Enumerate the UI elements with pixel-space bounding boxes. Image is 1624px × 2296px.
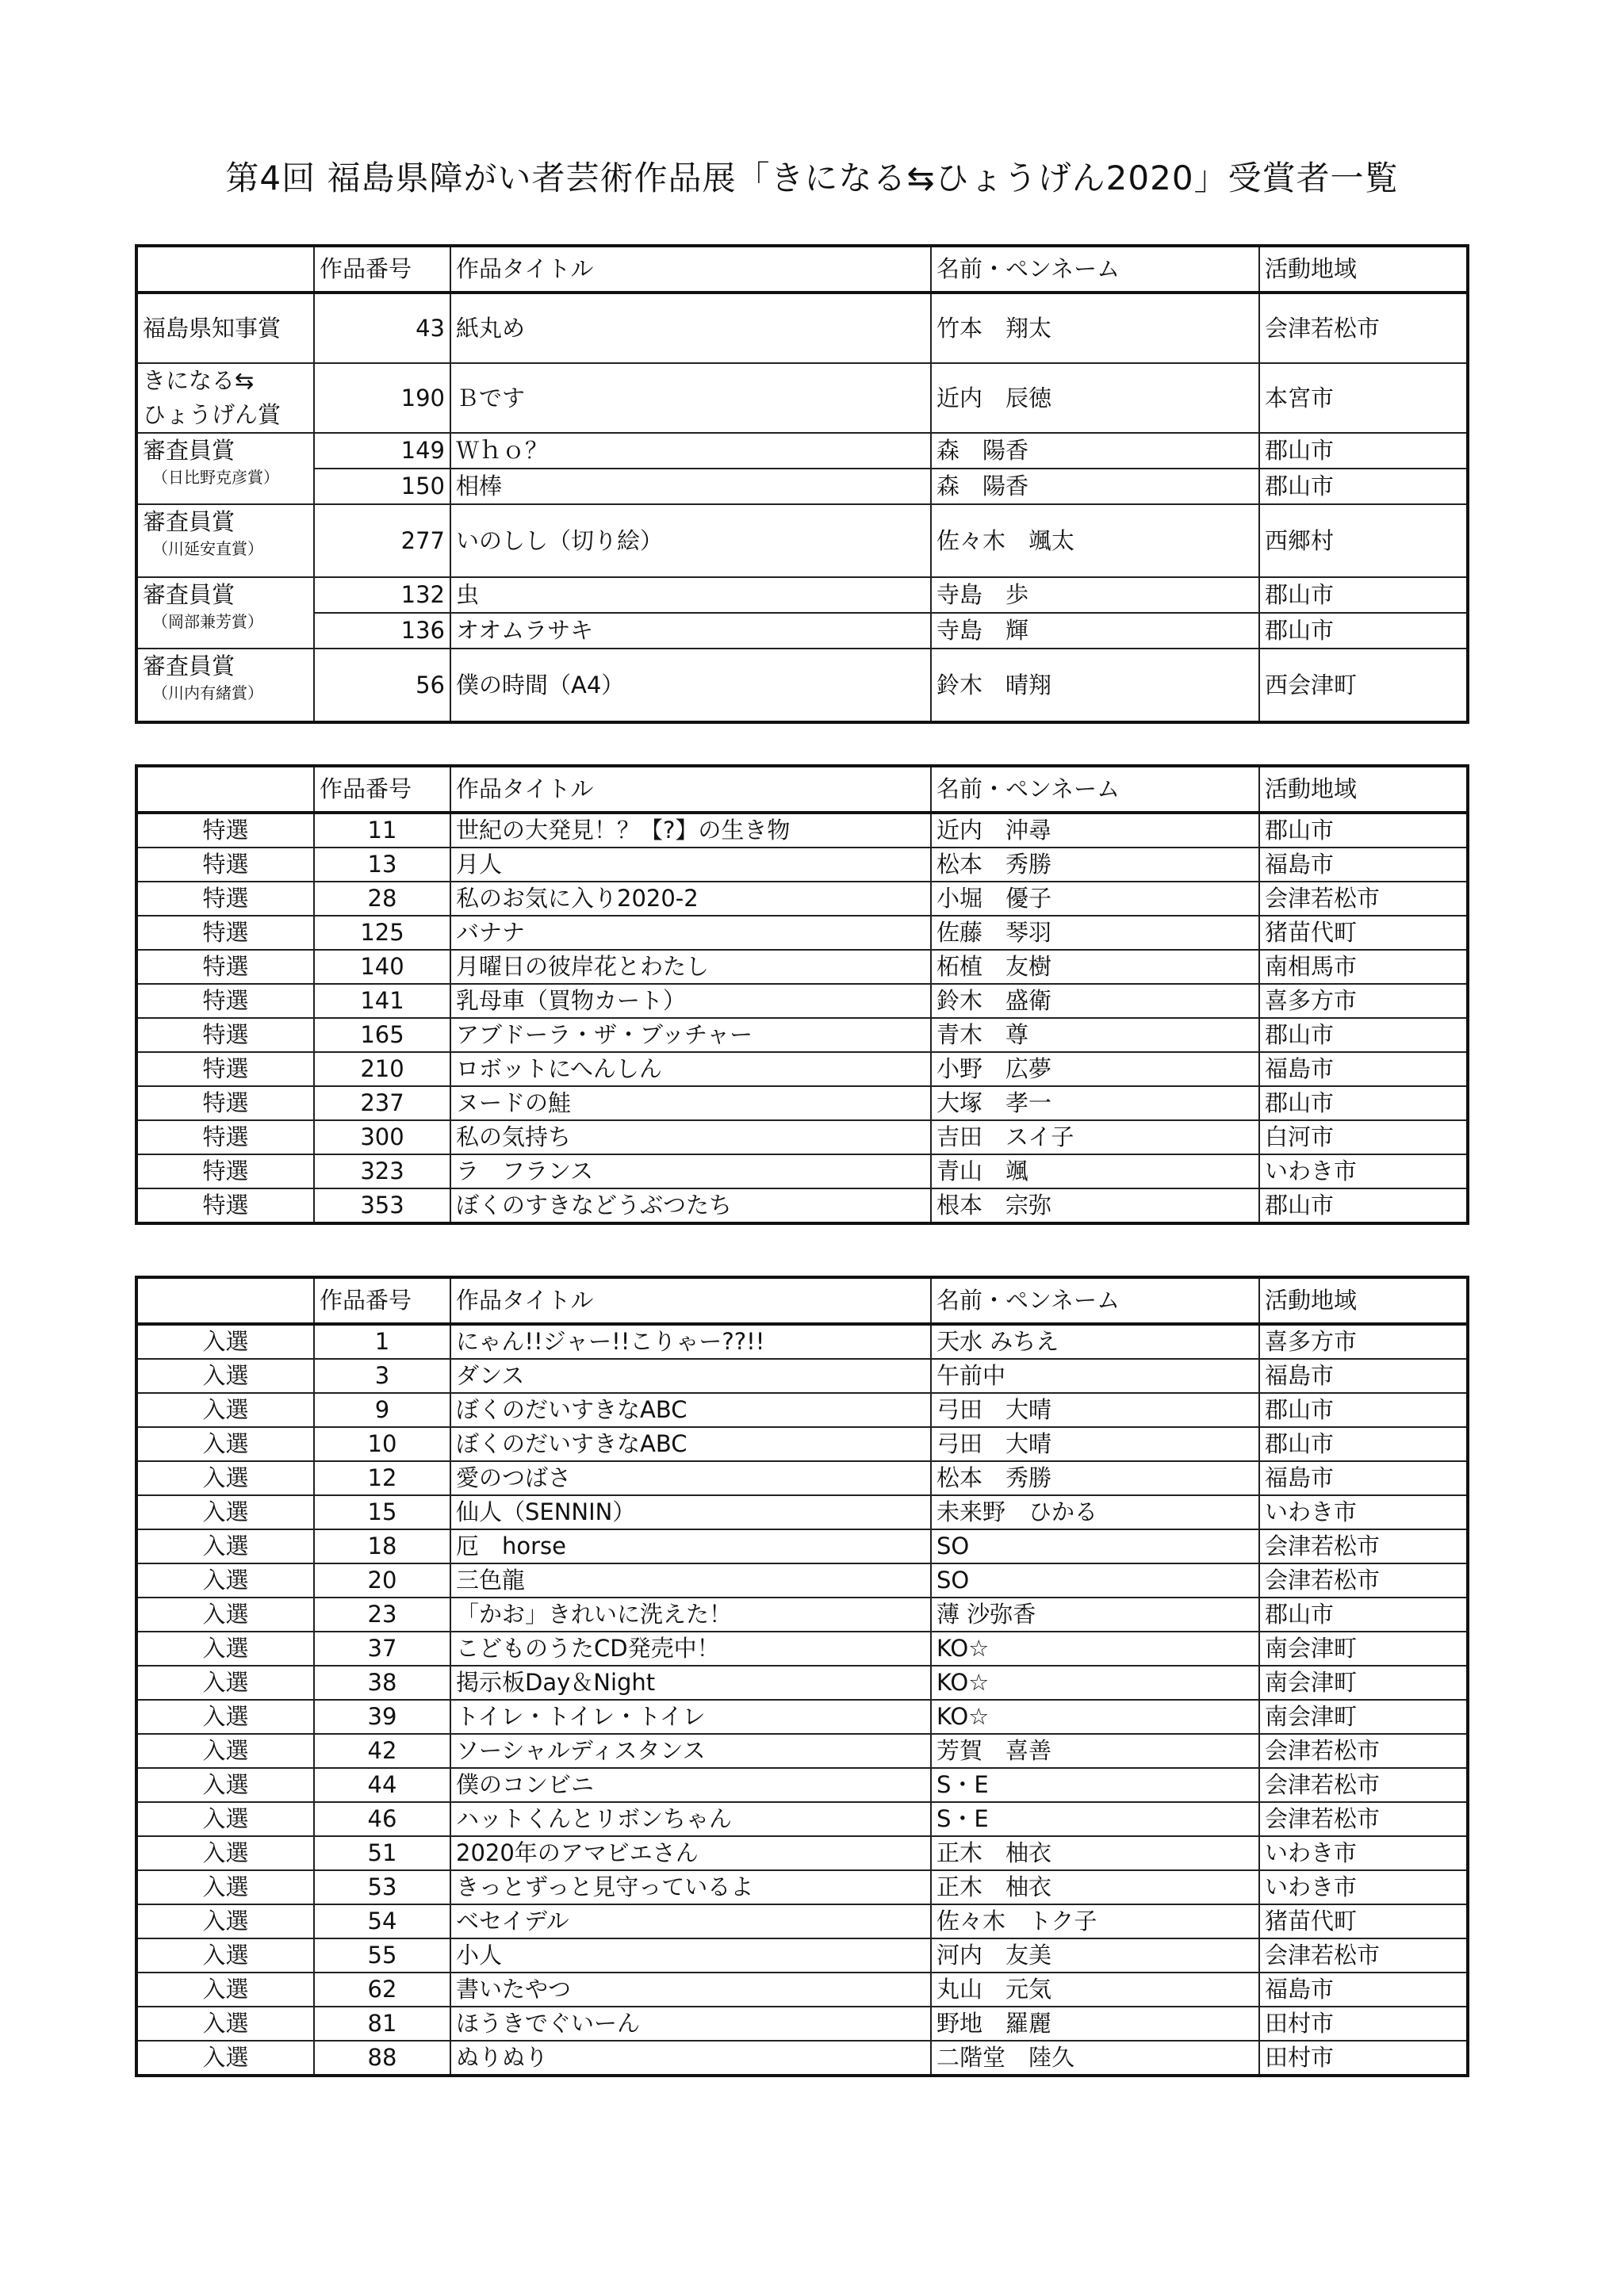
award-label: 入選 (136, 1904, 314, 1938)
table-row (136, 1632, 1468, 1666)
work-title: オオムラサキ (450, 613, 931, 649)
work-title: トイレ・トイレ・トイレ (450, 1700, 931, 1734)
region: 田村市 (1259, 2007, 1468, 2041)
region: 郡山市 (1259, 1598, 1468, 1632)
table-row (136, 363, 1468, 433)
header-no: 作品番号 (314, 766, 450, 813)
table-row (136, 649, 1468, 722)
work-no: 81 (314, 2007, 450, 2041)
region: 西郷村 (1259, 504, 1468, 577)
award-label: 入選 (136, 1598, 314, 1632)
region: 猪苗代町 (1259, 916, 1468, 950)
award-sub: （川延安直賞） (152, 538, 263, 558)
work-title: 掲示板Day＆Night (450, 1666, 931, 1700)
region: 南相馬市 (1259, 950, 1468, 984)
work-no: 56 (314, 649, 450, 722)
table-row (136, 1870, 1468, 1904)
region: 郡山市 (1259, 1086, 1468, 1120)
work-title: 「かお」きれいに洗えた！ (450, 1598, 931, 1632)
region: いわき市 (1259, 1836, 1468, 1870)
work-title: ソーシャルディスタンス (450, 1734, 931, 1768)
region: いわき市 (1259, 1495, 1468, 1529)
award-label: 入選 (136, 2041, 314, 2076)
artist-name: 森 陽香 (931, 469, 1259, 504)
work-no: 42 (314, 1734, 450, 1768)
region: 喜多方市 (1259, 1324, 1468, 1359)
award-label: 入選 (136, 1461, 314, 1495)
artist-name: SO (931, 1529, 1259, 1563)
region: 南会津町 (1259, 1700, 1468, 1734)
work-title: ぼくのすきなどうぶつたち (450, 1188, 931, 1223)
work-title: きっとずっと見守っているよ (450, 1870, 931, 1904)
award-name: 審査員賞 (143, 437, 236, 464)
region: 猪苗代町 (1259, 1904, 1468, 1938)
award-label: 福島県知事賞 (136, 293, 314, 363)
table-row (136, 1052, 1468, 1086)
award-label: 入選 (136, 2007, 314, 2041)
work-no: 125 (314, 916, 450, 950)
work-title: 世紀の大発見！？【?】の生き物 (450, 813, 931, 848)
artist-name: KO☆ (931, 1700, 1259, 1734)
table-row (136, 1188, 1468, 1223)
award-label (136, 504, 314, 577)
artist-name: 弓田 大晴 (931, 1427, 1259, 1461)
work-title: 愛のつばさ (450, 1461, 931, 1495)
award-label: 入選 (136, 1393, 314, 1427)
table-row (136, 1427, 1468, 1461)
work-title: 乳母車（買物カート） (450, 984, 931, 1018)
region: 郡山市 (1259, 1018, 1468, 1052)
award-name: 審査員賞 (143, 652, 236, 679)
work-no: 54 (314, 1904, 450, 1938)
work-title: ヌードの鮭 (450, 1086, 931, 1120)
header-region: 活動地域 (1259, 246, 1468, 293)
table-row (136, 1836, 1468, 1870)
work-title: 僕のコンビニ (450, 1768, 931, 1802)
award-label: 入選 (136, 1836, 314, 1870)
artist-name: 佐々木 颯太 (931, 504, 1259, 577)
work-title: 小人 (450, 1938, 931, 1973)
work-no: 353 (314, 1188, 450, 1223)
work-no: 323 (314, 1154, 450, 1188)
table-row (136, 1359, 1468, 1393)
artist-name: 近内 沖尋 (931, 813, 1259, 848)
region: 郡山市 (1259, 433, 1468, 469)
region: 会津若松市 (1259, 1529, 1468, 1563)
artist-name: 芳賀 喜善 (931, 1734, 1259, 1768)
work-title: いのしし（切り絵） (450, 504, 931, 577)
artist-name: 森 陽香 (931, 433, 1259, 469)
artist-name: 寺島 輝 (931, 613, 1259, 649)
award-label: 特選 (136, 1018, 314, 1052)
artist-name: 根本 宗弥 (931, 1188, 1259, 1223)
region: 会津若松市 (1259, 1802, 1468, 1836)
award-label: 入選 (136, 1973, 314, 2007)
work-no: 10 (314, 1427, 450, 1461)
region: 本宮市 (1259, 363, 1468, 433)
artist-name: 寺島 歩 (931, 577, 1259, 613)
region: 福島市 (1259, 848, 1468, 882)
work-no: 44 (314, 1768, 450, 1802)
region: いわき市 (1259, 1154, 1468, 1188)
artist-name: 大塚 孝一 (931, 1086, 1259, 1120)
artist-name: SO (931, 1563, 1259, 1598)
work-no: 277 (314, 504, 450, 577)
artist-name: 河内 友美 (931, 1938, 1259, 1973)
artist-name: 佐藤 琴羽 (931, 916, 1259, 950)
region: 会津若松市 (1259, 1563, 1468, 1598)
region: 福島市 (1259, 1359, 1468, 1393)
work-title: ぼくのだいすきなABC (450, 1427, 931, 1461)
artist-name: 竹本 翔太 (931, 293, 1259, 363)
work-no: 38 (314, 1666, 450, 1700)
award-label: 入選 (136, 1700, 314, 1734)
header-title: 作品タイトル (450, 246, 931, 293)
table-row (136, 433, 1468, 469)
artist-name: S・E (931, 1768, 1259, 1802)
artist-name: 松本 秀勝 (931, 848, 1259, 882)
work-title: Ｗｈｏ？ (450, 433, 931, 469)
table-row (136, 813, 1468, 848)
special-awards-table (135, 244, 1469, 724)
region: 郡山市 (1259, 469, 1468, 504)
table-row (136, 882, 1468, 916)
work-no: 190 (314, 363, 450, 433)
award-sub: （日比野克彦賞） (152, 467, 279, 487)
work-no: 15 (314, 1495, 450, 1529)
artist-name: KO☆ (931, 1632, 1259, 1666)
table-row (136, 848, 1468, 882)
artist-name: 青木 尊 (931, 1018, 1259, 1052)
work-title: 私の気持ち (450, 1120, 931, 1154)
award-label: 入選 (136, 1870, 314, 1904)
work-title: 2020年のアマビエさん (450, 1836, 931, 1870)
award-sub: （岡部兼芳賞） (152, 611, 263, 631)
award-label: 特選 (136, 916, 314, 950)
work-title: 月曜日の彼岸花とわたし (450, 950, 931, 984)
artist-name: 小堀 優子 (931, 882, 1259, 916)
table-row (136, 1802, 1468, 1836)
work-title: Ｂです (450, 363, 931, 433)
region: 福島市 (1259, 1973, 1468, 2007)
work-no: 140 (314, 950, 450, 984)
header-name: 名前・ペンネーム (931, 246, 1259, 293)
work-no: 165 (314, 1018, 450, 1052)
region: 福島市 (1259, 1052, 1468, 1086)
work-no: 237 (314, 1086, 450, 1120)
nyusen-table (135, 1276, 1469, 2077)
work-title: 相棒 (450, 469, 931, 504)
region: 郡山市 (1259, 613, 1468, 649)
region: 西会津町 (1259, 649, 1468, 722)
work-title: ダンス (450, 1359, 931, 1393)
header-region: 活動地域 (1259, 766, 1468, 813)
artist-name: 佐々木 トク子 (931, 1904, 1259, 1938)
award-label: 特選 (136, 882, 314, 916)
work-no: 88 (314, 2041, 450, 2076)
work-no: 62 (314, 1973, 450, 2007)
award-label-line1: きになる⇆ (143, 367, 255, 395)
work-title: ラ フランス (450, 1154, 931, 1188)
table-row (136, 1700, 1468, 1734)
region: 郡山市 (1259, 1393, 1468, 1427)
artist-name: 未来野 ひかる (931, 1495, 1259, 1529)
table-row (136, 1154, 1468, 1188)
table-row (136, 1018, 1468, 1052)
header-award (136, 1277, 314, 1324)
work-no: 150 (314, 469, 450, 504)
table-row (136, 2041, 1468, 2076)
table-header (136, 1277, 1468, 1324)
artist-name: 青山 颯 (931, 1154, 1259, 1188)
award-label (136, 433, 314, 504)
region: 会津若松市 (1259, 1938, 1468, 1973)
artist-name: 天水 みちえ (931, 1324, 1259, 1359)
table-row (136, 1938, 1468, 1973)
region: 喜多方市 (1259, 984, 1468, 1018)
work-title: ハットくんとリボンちゃん (450, 1802, 931, 1836)
work-title: にゃん!!ジャー!!こりゃー??!! (450, 1324, 931, 1359)
work-title: 仙人（SENNIN） (450, 1495, 931, 1529)
award-label: 特選 (136, 950, 314, 984)
work-no: 37 (314, 1632, 450, 1666)
work-title: 書いたやつ (450, 1973, 931, 2007)
table-header (136, 246, 1468, 293)
region: 郡山市 (1259, 577, 1468, 613)
table-row (136, 613, 1468, 649)
region: 郡山市 (1259, 1188, 1468, 1223)
region: 南会津町 (1259, 1666, 1468, 1700)
table-row (136, 950, 1468, 984)
table-row (136, 2007, 1468, 2041)
work-no: 132 (314, 577, 450, 613)
work-title: 三色龍 (450, 1563, 931, 1598)
work-no: 210 (314, 1052, 450, 1086)
header-award (136, 246, 314, 293)
table-row (136, 1324, 1468, 1359)
table-row (136, 1495, 1468, 1529)
table-row (136, 1393, 1468, 1427)
region: 白河市 (1259, 1120, 1468, 1154)
award-name: 審査員賞 (143, 508, 236, 535)
artist-name: KO☆ (931, 1666, 1259, 1700)
region: 福島市 (1259, 1461, 1468, 1495)
table-row (136, 1734, 1468, 1768)
work-no: 51 (314, 1836, 450, 1870)
table-row (136, 916, 1468, 950)
artist-name: 正木 柚衣 (931, 1870, 1259, 1904)
award-label: 入選 (136, 1427, 314, 1461)
page-title: 第4回 福島県障がい者芸術作品展「きになる⇆ひょうげん2020」受賞者一覧 (225, 159, 1399, 197)
award-sub: （川内有緒賞） (152, 683, 263, 702)
award-label: 特選 (136, 1154, 314, 1188)
work-no: 28 (314, 882, 450, 916)
work-title: ベセイデル (450, 1904, 931, 1938)
award-label: 入選 (136, 1495, 314, 1529)
award-label: 入選 (136, 1359, 314, 1393)
table-row (136, 1120, 1468, 1154)
header-region: 活動地域 (1259, 1277, 1468, 1324)
work-title: 月人 (450, 848, 931, 882)
artist-name: 鈴木 盛衛 (931, 984, 1259, 1018)
work-no: 18 (314, 1529, 450, 1563)
work-no: 149 (314, 433, 450, 469)
work-title: ロボットにへんしん (450, 1052, 931, 1086)
work-no: 11 (314, 813, 450, 848)
work-no: 39 (314, 1700, 450, 1734)
work-no: 136 (314, 613, 450, 649)
artist-name: 丸山 元気 (931, 1973, 1259, 2007)
artist-name: 野地 羅麗 (931, 2007, 1259, 2041)
table-row (136, 469, 1468, 504)
artist-name: 小野 広夢 (931, 1052, 1259, 1086)
award-label: 入選 (136, 1802, 314, 1836)
award-label: 入選 (136, 1529, 314, 1563)
work-no: 43 (314, 293, 450, 363)
award-label (136, 649, 314, 722)
award-label: 特選 (136, 1086, 314, 1120)
region: 会津若松市 (1259, 1768, 1468, 1802)
award-label: 入選 (136, 1768, 314, 1802)
work-no: 23 (314, 1598, 450, 1632)
artist-name: 午前中 (931, 1359, 1259, 1393)
work-title: ぼくのだいすきなABC (450, 1393, 931, 1427)
region: 会津若松市 (1259, 1734, 1468, 1768)
work-title: 厄 horse (450, 1529, 931, 1563)
work-no: 55 (314, 1938, 450, 1973)
work-no: 46 (314, 1802, 450, 1836)
tokusen-table (135, 764, 1469, 1225)
work-title: 紙丸め (450, 293, 931, 363)
table-row (136, 293, 1468, 363)
header-title: 作品タイトル (450, 1277, 931, 1324)
work-title: こどものうたCD発売中！ (450, 1632, 931, 1666)
award-label: 特選 (136, 813, 314, 848)
artist-name: 松本 秀勝 (931, 1461, 1259, 1495)
work-title: ぬりぬり (450, 2041, 931, 2076)
work-title: アブドーラ・ザ・ブッチャー (450, 1018, 931, 1052)
artist-name: 薄 沙弥香 (931, 1598, 1259, 1632)
table-row (136, 1973, 1468, 2007)
work-title: 私のお気に入り2020-2 (450, 882, 931, 916)
header-name: 名前・ペンネーム (931, 1277, 1259, 1324)
award-name: 審査員賞 (143, 581, 236, 608)
work-no: 3 (314, 1359, 450, 1393)
award-label (136, 363, 314, 433)
award-label: 入選 (136, 1632, 314, 1666)
header-no: 作品番号 (314, 1277, 450, 1324)
table-row (136, 577, 1468, 613)
award-label: 入選 (136, 1563, 314, 1598)
work-no: 12 (314, 1461, 450, 1495)
work-no: 20 (314, 1563, 450, 1598)
region: いわき市 (1259, 1870, 1468, 1904)
award-label: 特選 (136, 1052, 314, 1086)
table-header (136, 766, 1468, 813)
work-no: 300 (314, 1120, 450, 1154)
award-label: 入選 (136, 1324, 314, 1359)
award-label: 入選 (136, 1666, 314, 1700)
artist-name: 柘植 友樹 (931, 950, 1259, 984)
table-row (136, 1529, 1468, 1563)
award-label (136, 577, 314, 649)
table-row (136, 1904, 1468, 1938)
work-no: 13 (314, 848, 450, 882)
header-no: 作品番号 (314, 246, 450, 293)
header-title: 作品タイトル (450, 766, 931, 813)
artist-name: 弓田 大晴 (931, 1393, 1259, 1427)
work-no: 53 (314, 1870, 450, 1904)
work-no: 141 (314, 984, 450, 1018)
table-row (136, 984, 1468, 1018)
award-label: 特選 (136, 984, 314, 1018)
work-no: 9 (314, 1393, 450, 1427)
region: 会津若松市 (1259, 293, 1468, 363)
work-title: 虫 (450, 577, 931, 613)
artist-name: 二階堂 陸久 (931, 2041, 1259, 2076)
region: 南会津町 (1259, 1632, 1468, 1666)
artist-name: 近内 辰徳 (931, 363, 1259, 433)
table-row (136, 1461, 1468, 1495)
region: 会津若松市 (1259, 882, 1468, 916)
artist-name: 鈴木 晴翔 (931, 649, 1259, 722)
work-title: ほうきでぐいーん (450, 2007, 931, 2041)
table-row (136, 1768, 1468, 1802)
table-row (136, 1086, 1468, 1120)
header-name: 名前・ペンネーム (931, 766, 1259, 813)
table-row (136, 1563, 1468, 1598)
award-label: 入選 (136, 1734, 314, 1768)
table-row (136, 1598, 1468, 1632)
artist-name: 吉田 スイ子 (931, 1120, 1259, 1154)
award-label: 特選 (136, 1188, 314, 1223)
artist-name: S・E (931, 1802, 1259, 1836)
award-label: 特選 (136, 848, 314, 882)
award-label: 特選 (136, 1120, 314, 1154)
table-row (136, 1666, 1468, 1700)
region: 田村市 (1259, 2041, 1468, 2076)
work-title: 僕の時間（A4） (450, 649, 931, 722)
award-label-line2: ひょうげん賞 (143, 401, 282, 428)
artist-name: 正木 柚衣 (931, 1836, 1259, 1870)
table-row (136, 504, 1468, 577)
award-label: 入選 (136, 1938, 314, 1973)
region: 郡山市 (1259, 1427, 1468, 1461)
header-award (136, 766, 314, 813)
work-no: 1 (314, 1324, 450, 1359)
work-title: バナナ (450, 916, 931, 950)
region: 郡山市 (1259, 813, 1468, 848)
